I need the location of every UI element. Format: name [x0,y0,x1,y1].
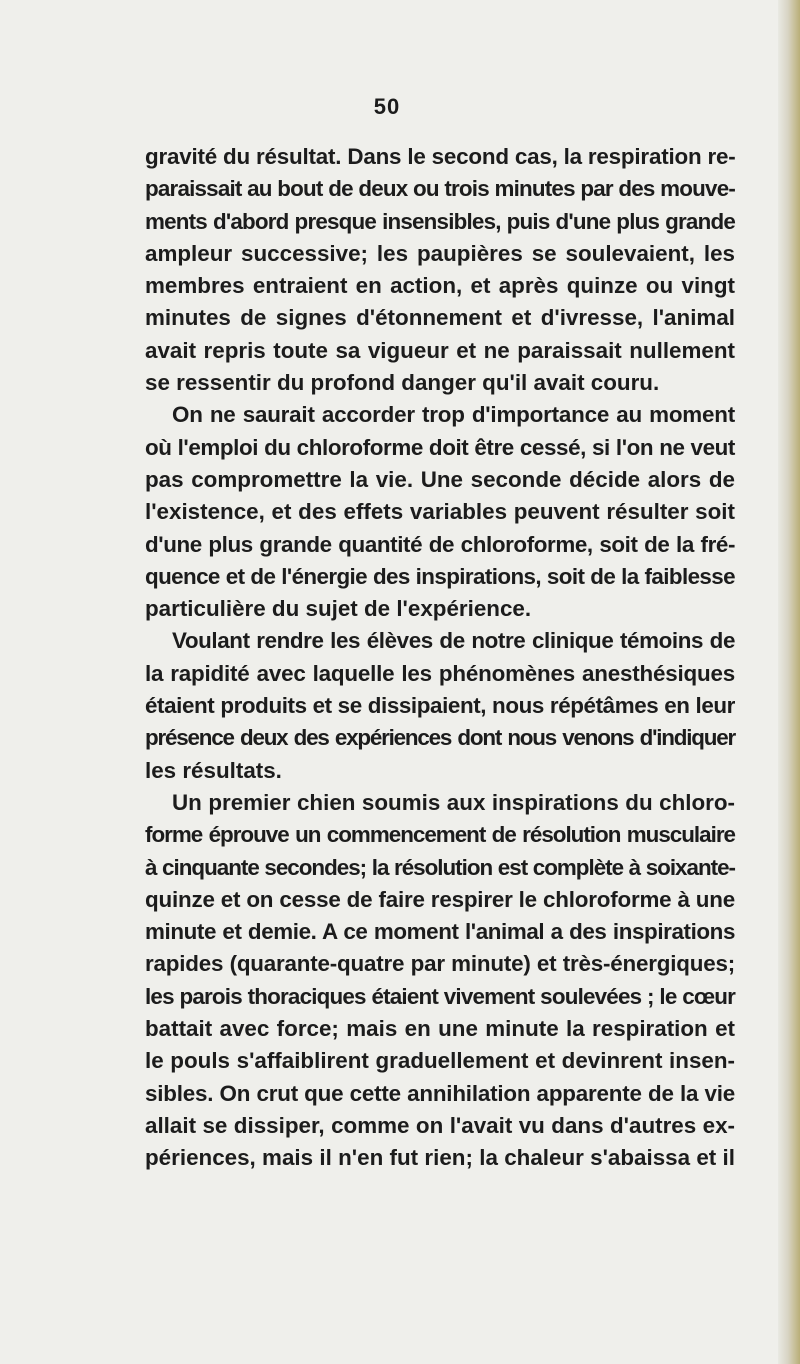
text-line: à cinquante secondes; la résolution est complète à soixante- [145,854,735,880]
text-line: ampleur successive; les paupières se soulevaient, les [145,240,735,266]
text-line: l'existence, et des effets variables peuvent résulter soit [145,499,735,525]
text-line: quinze et on cesse de faire respirer le chloroforme à une [145,886,735,912]
text-line: particulière du sujet de l'expérience. [145,596,532,622]
text-line: paraissait au bout de deux ou trois minutes par des mouve- [145,176,735,202]
page-number: 50 [373,94,401,119]
text-line: minute et demie. A ce moment l'animal a des inspirations [145,919,735,945]
text-line: battait avec force; mais en une minute la respiration et [145,1016,735,1042]
text-line: ments d'abord presque insensibles, puis d'une plus grande [145,208,735,234]
paragraph-start-line: Voulant rendre les élèves de notre clinique témoins de [172,628,735,654]
text-line: forme éprouve un commencement de résolution musculaire [145,822,735,848]
page-edge [778,0,800,1364]
text-line: la rapidité avec laquelle les phénomènes anesthésiques [145,660,735,686]
text-line: périences, mais il n'en fut rien; la chaleur s'abaissa et il [145,1145,735,1171]
text-line: étaient produits et se dissipaient, nous répétâmes en leur [145,693,735,719]
paragraph-start-line: On ne saurait accorder trop d'importance au moment [172,402,735,428]
text-line: membres entraient en action, et après quinze ou vingt [145,273,735,299]
text-line: les résultats. [145,757,282,783]
text-line: gravité du résultat. Dans le second cas, la respiration re- [145,144,736,169]
text-line: les parois thoraciques étaient vivement soulevées ; le cœur [145,983,735,1009]
text-line: minutes de signes d'étonnement et d'ivresse, l'animal [145,305,735,331]
text-line: quence et de l'énergie des inspirations, soit de la faiblesse [145,563,735,589]
paragraph-start-line: Un premier chien soumis aux inspirations du chloro- [172,789,735,815]
text-line: rapides (quarante-quatre par minute) et très-énergiques; [145,951,735,977]
text-line: sibles. On crut que cette annihilation apparente de la vie [145,1080,735,1106]
text-line: d'une plus grande quantité de chloroforme, soit de la fré- [145,531,735,557]
text-line: où l'emploi du chloroforme doit être cessé, si l'on ne veut [145,434,735,460]
text-line: allait se dissiper, comme on l'avait vu dans d'autres ex- [145,1112,735,1138]
text-line: se ressentir du profond danger qu'il avait couru. [145,370,660,396]
text-line: pas compromettre la vie. Une seconde décide alors de [145,466,735,492]
text-line: avait repris toute sa vigueur et ne paraissait nullement [145,337,735,363]
body-text [145,141,735,1175]
text-line: le pouls s'affaiblirent graduellement et devinrent insen- [145,1048,735,1074]
text-line: présence deux des expériences dont nous venons d'indiquer [145,725,735,751]
